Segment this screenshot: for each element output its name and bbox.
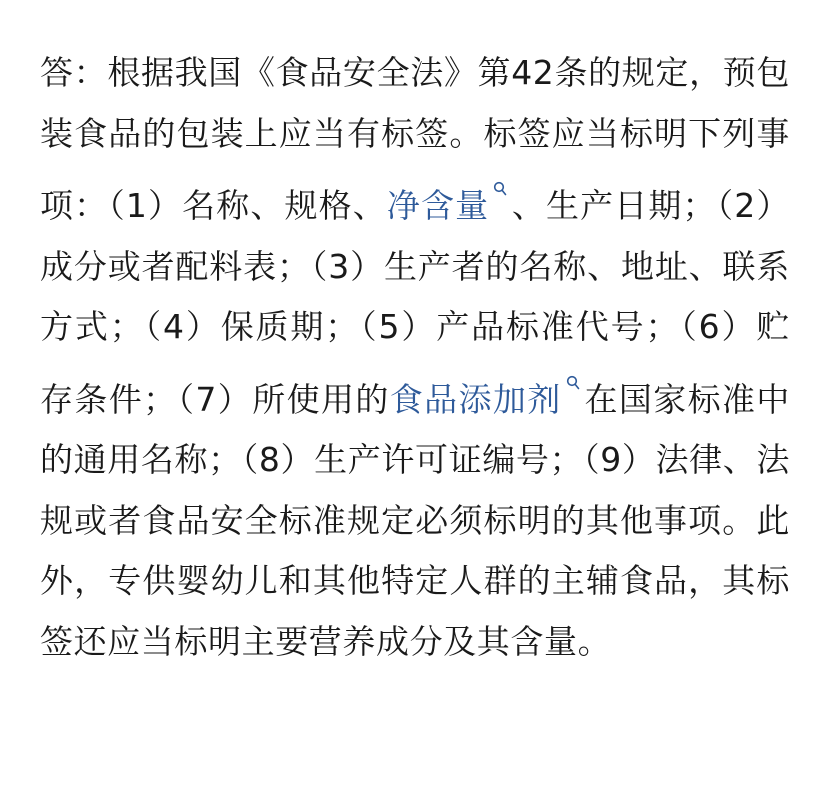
- answer-text: [40, 43, 790, 672]
- search-icon[interactable]: [566, 350, 580, 374]
- link-food-additive[interactable]: 食品添加剂: [389, 379, 562, 419]
- answer-segment-2: 、生产日期；（2）成分或者配料表；（3）生产者的名称、地址、联系方式；（4）保质期；（5）产品标准代号；（6）贮存条件；（7）所使用的: [40, 186, 790, 419]
- link-net-content[interactable]: 净含量: [386, 186, 490, 225]
- answer-segment-3: 在国家标准中的通用名称；（8）生产许可证编号；（9）法律、法规或者食品安全标准规定必须标明的其他事项。此外，专供婴幼儿和其他特定人群的主辅食品，其标签还应当标明主要营养成分及其含量。: [40, 379, 791, 661]
- answer-segment-1: 答：根据我国《食品安全法》第42条的规定，预包装食品的包装上应当有标签。标签应当标明下列事项：（1）名称、规格、: [40, 53, 790, 225]
- search-icon[interactable]: [493, 156, 507, 180]
